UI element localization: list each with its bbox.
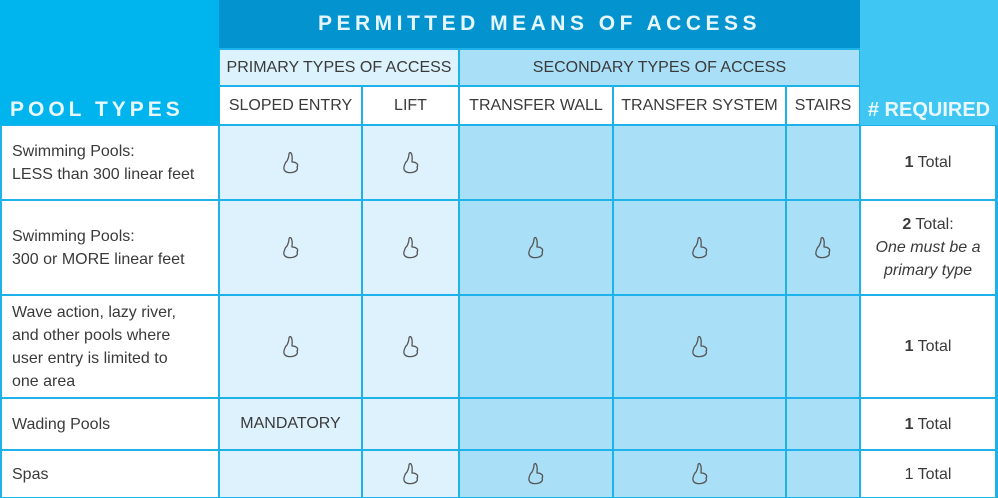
required-header: # REQUIRED: [860, 0, 998, 125]
thumbs-up-icon: [525, 235, 547, 261]
access-cell-lift: [363, 399, 458, 449]
access-cell-transfer-wall: [460, 399, 612, 449]
access-cell-lift: [363, 451, 458, 497]
required-count: 1: [904, 415, 914, 433]
thumbs-up-icon: [280, 150, 302, 176]
secondary-group-header: SECONDARY TYPES OF ACCESS: [460, 50, 859, 85]
access-cell-transfer-system: [614, 201, 785, 294]
required-count-cell: [861, 399, 995, 449]
column-header-sloped-entry: SLOPED ENTRY: [220, 87, 361, 124]
access-cell-lift: [363, 296, 458, 397]
required-total-text: Total: [913, 338, 952, 355]
row-label-line: Swimming Pools:: [12, 142, 135, 160]
required-count-cell: [861, 451, 995, 497]
access-cell-sloped-entry: [220, 126, 361, 199]
thumbs-up-icon: [400, 334, 422, 360]
access-cell-lift: [363, 126, 458, 199]
thumbs-up-icon: [400, 235, 422, 261]
access-cell-transfer-wall: [460, 126, 612, 199]
thumbs-up-icon: [400, 150, 422, 176]
access-cell-transfer-wall: [460, 201, 612, 294]
row-label: [2, 126, 218, 199]
mandatory-label: MANDATORY: [240, 415, 341, 432]
access-cell-stairs: [787, 451, 859, 497]
thumbs-up-icon: [689, 334, 711, 360]
required-note: primary type: [883, 262, 973, 279]
access-cell-sloped-entry: [220, 399, 361, 449]
access-cell-sloped-entry: [220, 296, 361, 397]
required-total-text: Total: [913, 415, 952, 433]
access-cell-transfer-system: [614, 296, 785, 397]
table-title: PERMITTED MEANS OF ACCESS: [219, 0, 860, 48]
primary-group-header: PRIMARY TYPES OF ACCESS: [220, 50, 458, 85]
access-cell-sloped-entry: [220, 451, 361, 497]
required-count-cell: [861, 201, 995, 294]
access-cell-sloped-entry: [220, 201, 361, 294]
access-cell-stairs: [787, 296, 859, 397]
row-label-line: one area: [12, 372, 76, 390]
access-cell-transfer-system: [614, 126, 785, 199]
row-label-line: Swimming Pools:: [12, 227, 135, 245]
required-total-text: 1 Total: [904, 465, 952, 483]
thumbs-up-icon: [689, 461, 711, 487]
column-header-transfer-system: TRANSFER SYSTEM: [614, 87, 785, 124]
required-total-text: Total:: [911, 216, 954, 233]
row-label-line: 300 or MORE linear feet: [12, 250, 185, 268]
thumbs-up-icon: [812, 235, 834, 261]
required-note: One must be a: [875, 239, 981, 256]
thumbs-up-icon: [280, 235, 302, 261]
row-label: [2, 296, 218, 397]
access-cell-transfer-wall: [460, 451, 612, 497]
access-cell-transfer-system: [614, 451, 785, 497]
required-count: 1: [904, 154, 914, 171]
thumbs-up-icon: [280, 334, 302, 360]
access-cell-stairs: [787, 126, 859, 199]
row-label-line: Wave action, lazy river,: [12, 303, 176, 321]
column-header-lift: LIFT: [363, 87, 458, 124]
required-total-text: Total: [913, 154, 952, 171]
required-count: 2: [902, 216, 912, 233]
required-count-cell: [861, 296, 995, 397]
required-count: 1: [904, 338, 914, 355]
column-header-stairs: STAIRS: [787, 87, 859, 124]
pool-types-header: POOL TYPES: [0, 0, 219, 125]
row-label: [2, 201, 218, 294]
row-label-line: and other pools where: [12, 326, 171, 344]
row-label-line: LESS than 300 linear feet: [12, 165, 195, 183]
access-cell-lift: [363, 201, 458, 294]
access-cell-stairs: [787, 201, 859, 294]
thumbs-up-icon: [400, 461, 422, 487]
required-count-cell: [861, 126, 995, 199]
column-header-transfer-wall: TRANSFER WALL: [460, 87, 612, 124]
access-cell-transfer-system: [614, 399, 785, 449]
row-label-line: Wading Pools: [12, 415, 111, 433]
access-cell-stairs: [787, 399, 859, 449]
row-label-line: Spas: [12, 465, 49, 483]
row-label-line: user entry is limited to: [12, 349, 168, 367]
access-cell-transfer-wall: [460, 296, 612, 397]
row-label: [2, 399, 218, 449]
thumbs-up-icon: [525, 461, 547, 487]
row-label: [2, 451, 218, 497]
thumbs-up-icon: [689, 235, 711, 261]
